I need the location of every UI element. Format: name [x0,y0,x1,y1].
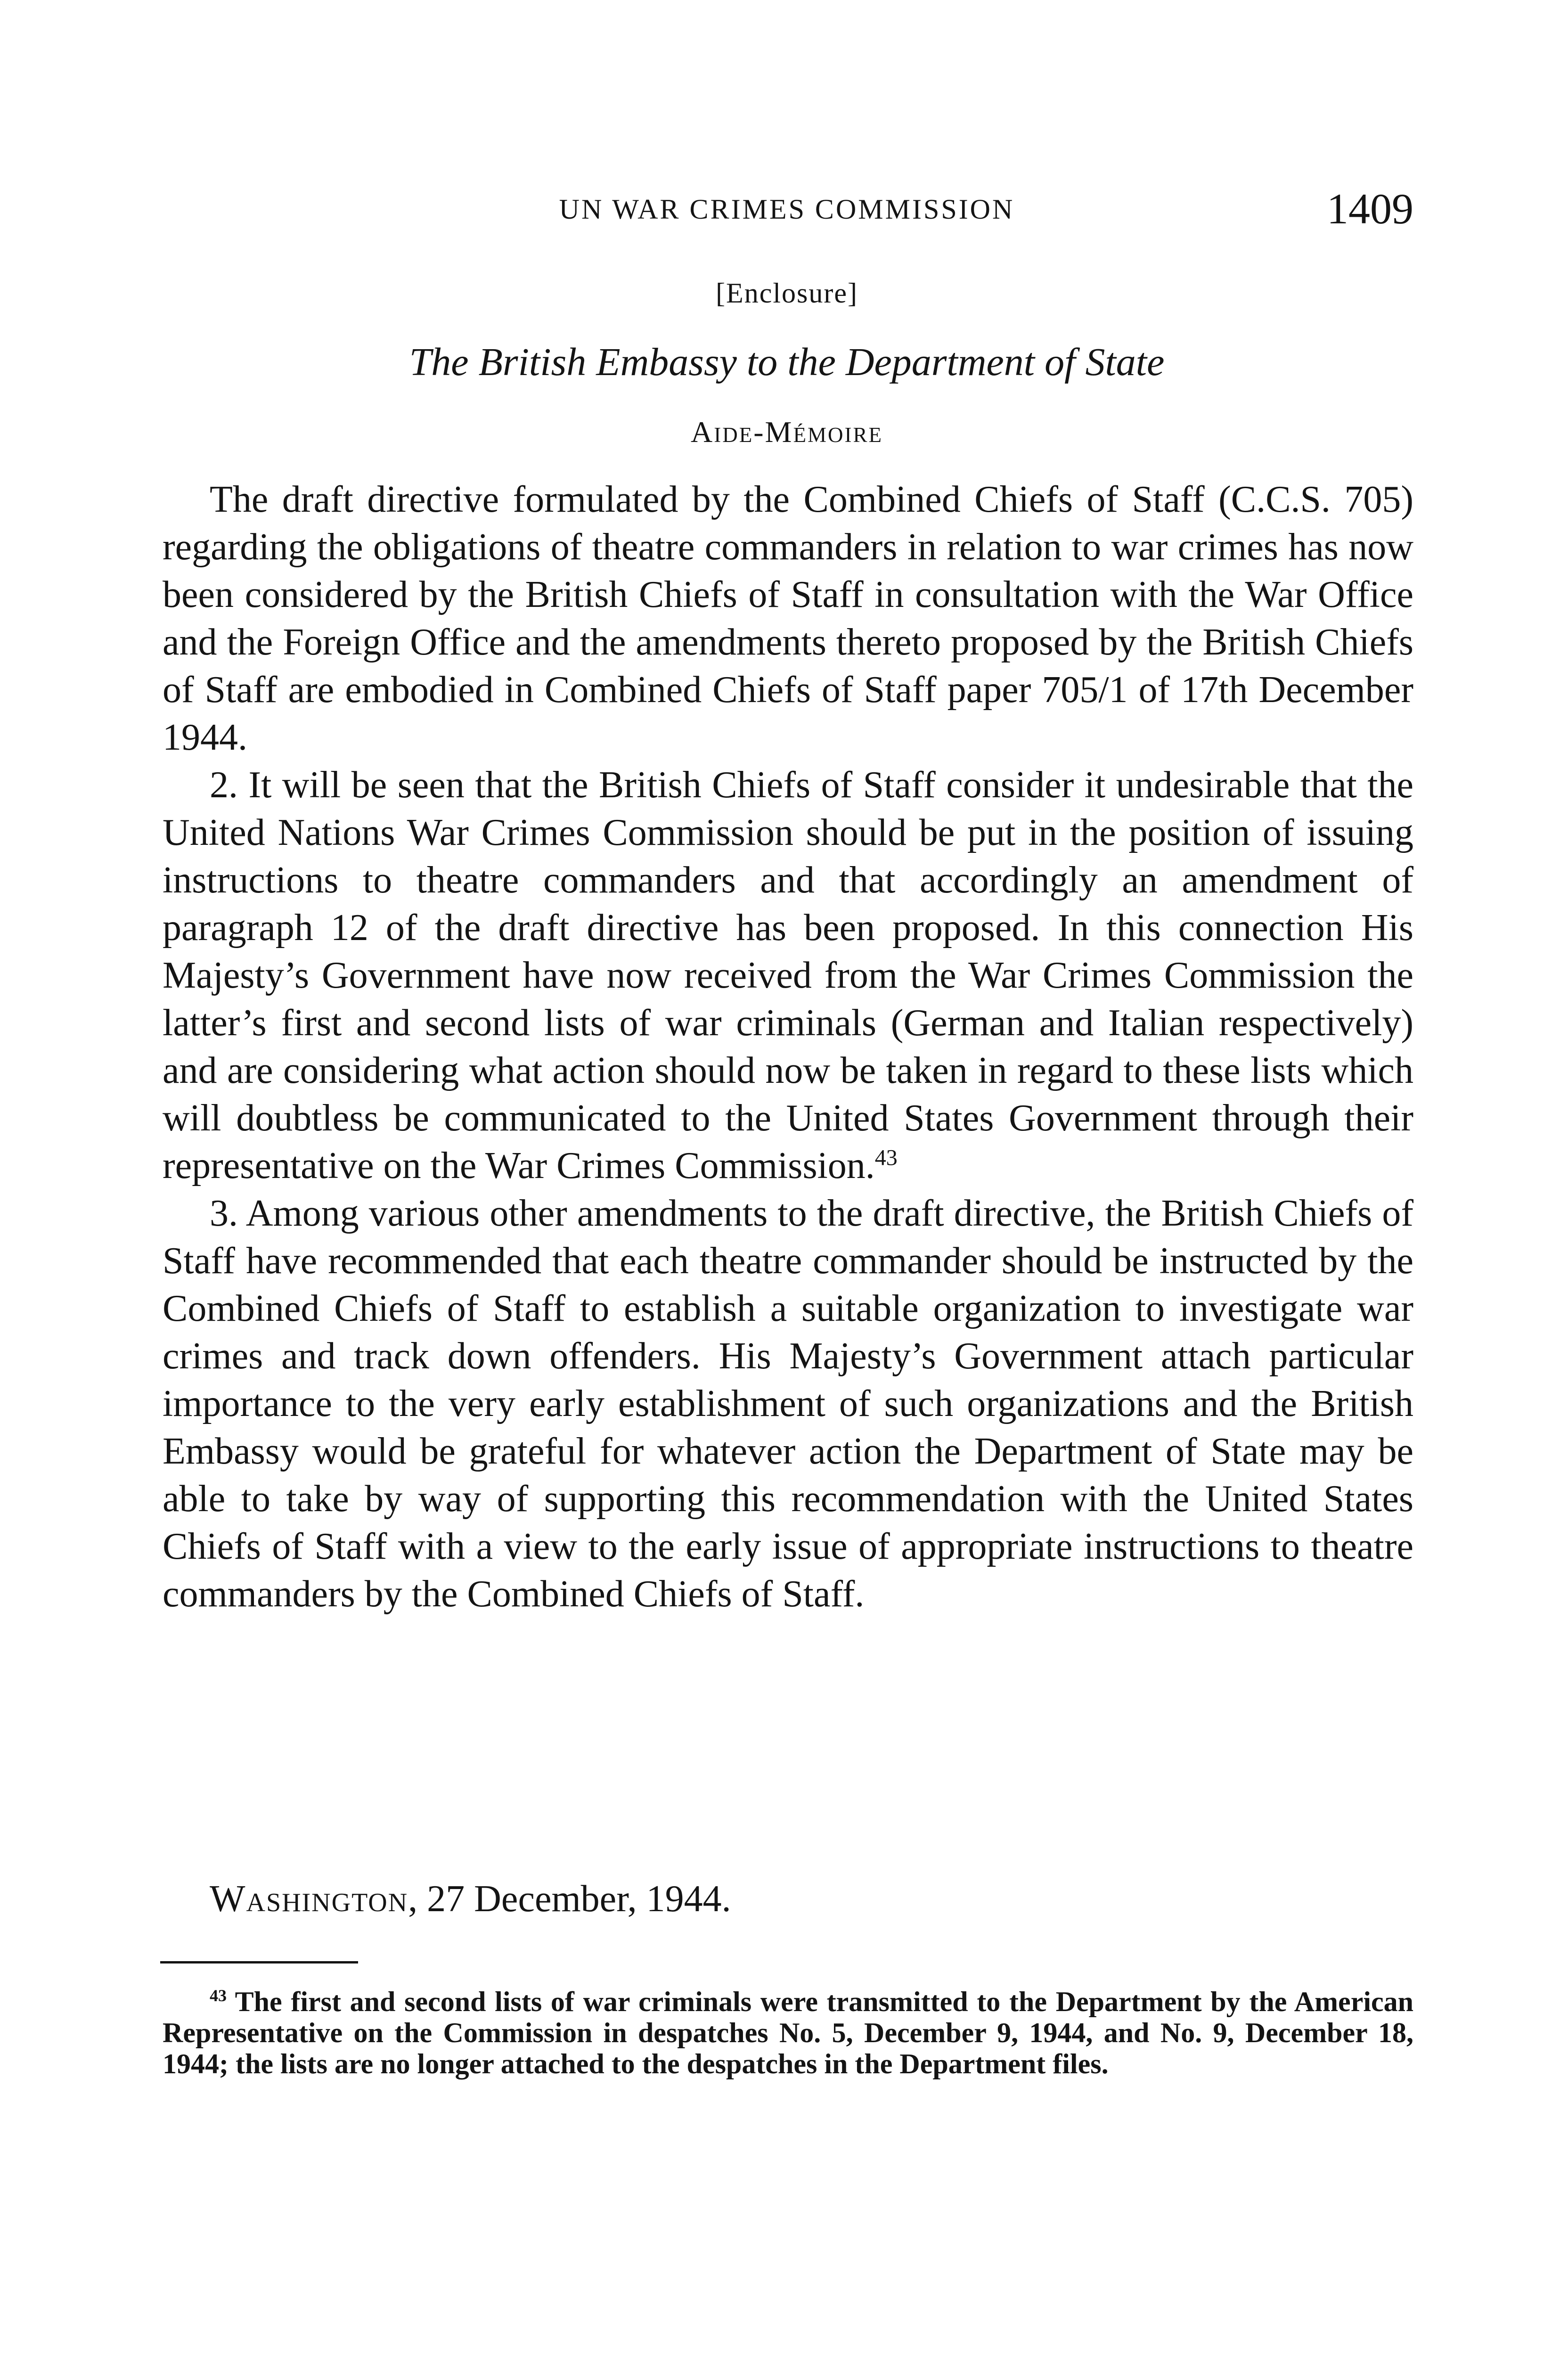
paragraph-1: The draft directive formulated by the Combined Chiefs of Staff (C.C.S. 705) regarding the obligations of theatre commanders in relation to war crimes has now been considered by the British Chiefs of Staff in consultation with the War Office and the Foreign Office and the amendments thereto proposed by the British Chiefs of Staff are embodied in Combined Chiefs of Staff paper 705/1 of 17th December 1944. [163,479,1413,758]
document-title: The British Embassy to the Department of State [409,340,1165,384]
paragraph-3: 3. Among various other amendments to the draft directive, the British Chiefs of Staff have recommended that each theatre commander should be instructed by the Combined Chiefs of Staff to establish a suitable organization to investigate war crimes and track down offenders. His Majesty’s Government attach particular importance to the very early establishment of such organizations and the British Embassy would be grateful for whatever action the Department of State may be able to take by way of supporting this recommendation with the United States Chiefs of Staff with a view to the early issue of appropriate instructions to theatre commanders by the Combined Chiefs of Staff. [163,1193,1413,1615]
footnote-rule [160,1961,358,1963]
footnote-number: 43 [210,1986,227,2005]
body-text [163,476,1413,1618]
footnote-text: The first and second lists of war criminals were transmitted to the Department by the American Representative on the Commission in despatches No. 5, December 9, 1944, and No. 9, December 18, 1944; the lists are no longer attached to the despatches in the Department files. [163,1986,1413,2079]
paragraph-2-text: 2. It will be seen that the British Chiefs of Staff consider it undesirable that the United Nations War Crimes Commission should be put in the position of issuing instructions to theatre commanders and that accordingly an amendment of paragraph 12 of the draft directive has been proposed. In this connection His Majesty’s Government have now received from the War Crimes Commission the latter’s first and second lists of war criminals (German and Italian respectively) and are considering what action should now be taken in regard to these lists which will doubtless be communicated to the United States Government through their representative on the War Crimes Commission. [163,764,1413,1186]
sign-off-place: Washington [210,1878,408,1920]
running-header [160,184,1413,240]
enclosure-label: [Enclosure] [716,278,858,309]
document-type-heading: Aide-Mémoire [691,415,883,449]
paragraph-2 [163,761,1413,1190]
running-title: UN WAR CRIMES COMMISSION [559,194,1015,225]
sign-off [210,1878,731,1921]
page-number: 1409 [1327,185,1413,233]
footnote-reference: 43 [874,1145,898,1170]
sign-off-date: , 27 December, 1944. [408,1878,731,1920]
footnote [163,1986,1413,2079]
